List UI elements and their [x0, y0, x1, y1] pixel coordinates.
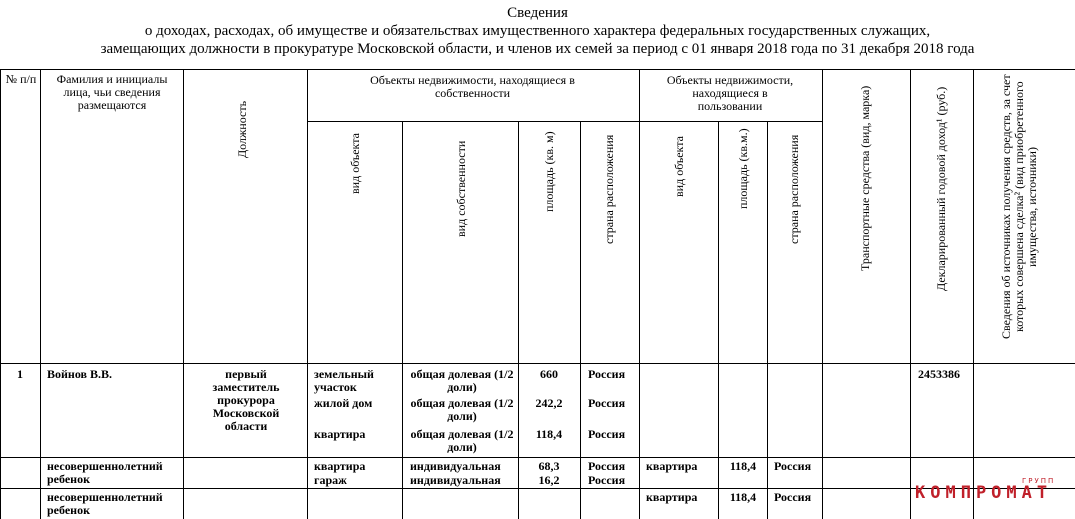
row1-owned-country-1: Россия — [588, 367, 626, 381]
row2-owned-ownership-1: индивидуальная — [410, 459, 501, 473]
row2-fio: несовершеннолетний ребенок — [47, 459, 163, 486]
header-owned-country: страна расположения — [602, 134, 616, 244]
row3-used-country: Россия — [774, 490, 812, 504]
header-sources: Сведения об источниках получения средств, за счет которых совершена сделка² (вид приобретенного имущества, источники) — [999, 74, 1039, 340]
row3-used-area: 118,4 — [729, 490, 757, 504]
row2-used-country: Россия — [774, 459, 812, 473]
row1-owned-type-2: жилой дом — [314, 396, 373, 410]
watermark-small: ГРУПП — [1022, 477, 1056, 485]
row2-owned-type-2: гараж — [314, 473, 347, 487]
row1-num: 1 — [17, 367, 23, 381]
header-used-country: страна расположения — [787, 134, 801, 244]
row2-owned-type-1: квартира — [314, 459, 366, 473]
row2-used-area: 118,4 — [729, 459, 757, 473]
row3-fio: несовершеннолетний ребенок — [47, 490, 163, 517]
row2-owned-country-2: Россия — [588, 473, 626, 487]
header-position: Должность — [235, 100, 249, 158]
row2-used-type: квартира — [646, 459, 698, 473]
row1-owned-ownership-1: общая долевая (1/2 доли) — [410, 367, 514, 394]
header-owned-type: вид объекта — [348, 133, 362, 195]
header-owned-ownership: вид собственности — [454, 140, 468, 238]
row1-owned-ownership-2: общая долевая (1/2 доли) — [410, 396, 514, 423]
document-subtitle-line2: замещающих должности в прокуратуре Московской области, и членов их семей за период с 01 января 2018 года по 31 декабря 2018 года — [100, 41, 975, 57]
row2-owned-ownership-2: индивидуальная — [410, 473, 501, 487]
row2-owned-area-1: 68,3 — [538, 459, 560, 473]
header-used-area: площадь (кв.м.) — [736, 128, 750, 210]
row1-owned-type-3: квартира — [314, 427, 366, 441]
row2-owned-country-1: Россия — [588, 459, 626, 473]
row1-owned-country-2: Россия — [588, 396, 626, 410]
header-income: Декларированный годовой доход¹ (руб.) — [934, 86, 948, 292]
row1-position: первый заместитель прокурора Московской области — [212, 367, 280, 433]
header-transport: Транспортные средства (вид, марка) — [858, 85, 872, 271]
row1-owned-area-1: 660 — [540, 367, 558, 381]
header-owned-area: площадь (кв. м) — [542, 131, 556, 212]
row1-owned-ownership-3: общая долевая (1/2 доли) — [410, 427, 514, 454]
watermark-logo: КОМПРОМАТ — [915, 483, 1053, 503]
header-used-group: Объекты недвижимости, находящиеся в пользовании — [666, 73, 794, 113]
row2-owned-area-2: 16,2 — [538, 473, 560, 487]
row1-owned-type-1: земельный участок — [314, 367, 374, 394]
header-fio: Фамилия и инициалы лица, чьи сведения размещаются — [56, 72, 168, 112]
row1-owned-area-3: 118,4 — [535, 427, 563, 441]
header-owned-group: Объекты недвижимости, находящиеся в собственности — [370, 73, 575, 100]
row1-fio: Войнов В.В. — [47, 367, 113, 381]
header-num: № п/п — [5, 72, 37, 86]
row1-owned-country-3: Россия — [588, 427, 626, 441]
header-used-type: вид объекта — [672, 136, 686, 197]
document-title: Сведения — [507, 5, 568, 21]
row1-income: 2453386 — [918, 367, 960, 381]
row1-owned-area-2: 242,2 — [535, 396, 563, 410]
row3-used-type: квартира — [646, 490, 698, 504]
document-subtitle-line1: о доходах, расходах, об имуществе и обязательствах имущественного характера федеральных государственных служащих, — [144, 23, 931, 39]
